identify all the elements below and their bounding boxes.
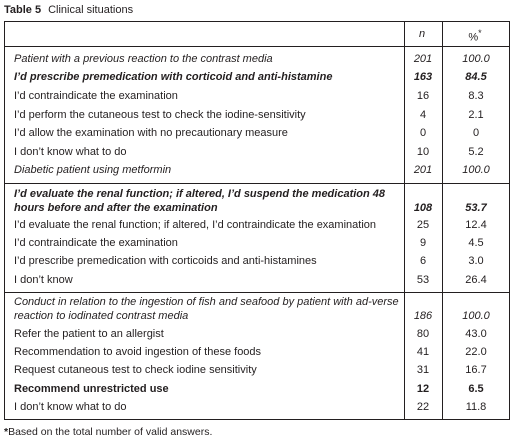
- section-separator: [5, 292, 509, 293]
- row-n: 41: [416, 346, 430, 358]
- row-n: 53: [416, 274, 430, 286]
- row-n: 108: [413, 201, 433, 214]
- footnote-text: Based on the total number of valid answers.: [8, 426, 213, 438]
- row-label: I don’t know: [14, 274, 73, 286]
- row-percent: 43.0: [465, 328, 487, 340]
- table-caption: [4, 3, 133, 17]
- row-percent: 22.0: [465, 346, 487, 358]
- row-n: 9: [419, 237, 427, 249]
- row-n: 163: [413, 71, 433, 83]
- row-percent: 84.5: [465, 71, 487, 83]
- row-n: 0: [419, 127, 427, 139]
- table-footnote: [4, 426, 212, 438]
- row-label: I’d contraindicate the examination: [14, 90, 178, 102]
- row-percent: 11.8: [465, 401, 487, 413]
- row-label: Recommend unrestricted use: [14, 383, 169, 395]
- row-n: 10: [416, 146, 430, 158]
- row-percent: 100.0: [462, 164, 490, 176]
- footnote-mark: *: [4, 426, 9, 438]
- section-separator: [5, 183, 509, 184]
- row-percent: 16.7: [465, 364, 487, 376]
- row-n: 80: [416, 328, 430, 340]
- row-label: I’d contraindicate the examination: [14, 237, 178, 249]
- table-number: Table 5: [4, 4, 42, 16]
- row-n: 25: [416, 219, 430, 231]
- row-percent: 100.0: [462, 53, 490, 65]
- row-label: I don’t know what to do: [14, 401, 127, 413]
- row-label: Patient with a previous reaction to the contrast media: [14, 53, 273, 65]
- row-label: Diabetic patient using metformin: [14, 164, 172, 176]
- row-label: Conduct in relation to the ingestion of fish and seafood by patient with ad-verse reaction to iodinated contrast media: [14, 296, 399, 322]
- row-n: 16: [416, 90, 430, 102]
- row-n: 4: [419, 109, 427, 121]
- row-n: 12: [416, 383, 430, 395]
- row-label: I’d evaluate the renal function; if altered, I’d contraindicate the examination: [14, 219, 377, 231]
- row-label: I’d prescribe premedication with corticoids and anti-histamines: [14, 255, 317, 267]
- row-percent: 12.4: [465, 219, 487, 231]
- header-percent-label: %: [468, 31, 479, 44]
- row-percent: 2.1: [468, 109, 484, 121]
- row-label: I’d prescribe premedication with corticoid and anti-histamine: [14, 71, 333, 83]
- row-label: I don’t know what to do: [14, 146, 127, 158]
- table-title: Clinical situations: [48, 4, 134, 16]
- row-n: 31: [416, 364, 430, 376]
- row-n: 22: [416, 401, 430, 413]
- row-percent: 100.0: [462, 309, 490, 322]
- row-label: Request cutaneous test to check iodine sensitivity: [14, 364, 257, 376]
- row-n: 201: [413, 164, 433, 176]
- header-percent-mark: *: [478, 28, 482, 38]
- row-label: Recommendation to avoid ingestion of these foods: [14, 346, 262, 358]
- row-label: Refer the patient to an allergist: [14, 328, 164, 340]
- row-percent: 6.5: [468, 383, 484, 395]
- row-percent: 8.3: [468, 90, 484, 102]
- row-label: I’d evaluate the renal function; if altered, I’d suspend the medication 48 hours before and after the examination: [14, 188, 386, 214]
- row-n: 201: [413, 53, 433, 65]
- row-percent: 5.2: [468, 146, 484, 158]
- header-n: n: [418, 28, 426, 40]
- row-n: 6: [419, 255, 427, 267]
- row-percent: 53.7: [465, 201, 487, 214]
- header-percent: [442, 28, 508, 44]
- row-label: I’d perform the cutaneous test to check the iodine-sensitivity: [14, 109, 306, 121]
- row-percent: 3.0: [468, 255, 484, 267]
- row-percent: 26.4: [465, 274, 487, 286]
- row-percent: 4.5: [468, 237, 484, 249]
- row-percent: 0: [472, 127, 480, 139]
- row-n: 186: [413, 309, 433, 322]
- row-label: I’d allow the examination with no precautionary measure: [14, 127, 288, 139]
